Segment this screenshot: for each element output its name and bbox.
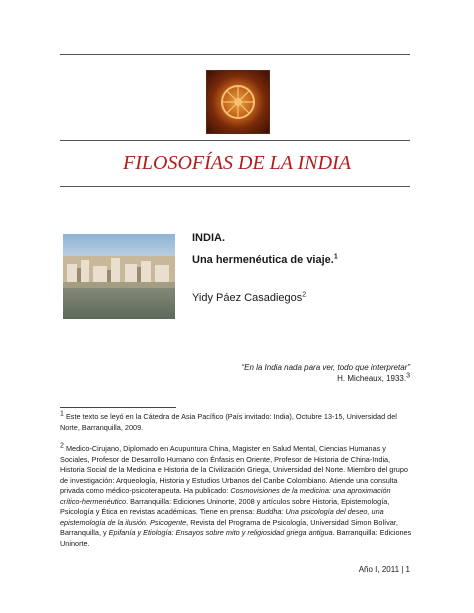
footnote-number-1: 1 [60, 410, 64, 418]
footnote-number-2: 2 [60, 442, 64, 450]
footnote-2-book-title: Cosmovisiones de la medicina: una aproximación crítico-hermenéutico [60, 486, 391, 506]
section-subtitle: Una hermenéutica de viaje.$^1$ [192, 253, 338, 266]
section-heading: INDIA. [192, 232, 225, 244]
footnote-ref-2[interactable]: 2 [302, 291, 307, 299]
footnote-2-text-c: . Barranquilla: Ediciones Uninorte, 2008 y artículos sobre Historia, Epistemología, Psicología y Ética en revistas académicas. Tiene en prensa: [60, 496, 390, 516]
quote-attribution: H. Micheaux, 1933.$^3$ [337, 372, 410, 383]
title-top-rule [60, 140, 410, 141]
author-name: Yidy Páez Casadiegos$^2$ [192, 291, 307, 304]
footnote-1-text: Este texto se leyó en la Cátedra de Asia Pacífico (País invitado: India), Octubre 13-15, Universidad del Norte, Barranquilla, 2009. [60, 412, 397, 432]
footnote-2-text-g: . Barranquilla: Ediciones Uninorte. [60, 528, 412, 548]
dharma-wheel-logo [206, 70, 270, 134]
footnote-2-text-e: , Revista del Programa de Psicología, Universidad Simon Bolívar, Barranquilla, y [60, 517, 398, 537]
footnote-separator [60, 407, 176, 408]
footnote-2-text-a: Medico-Cirujano, Diplomado en Acupuntura China, Magister en Salud Mental, Ciencias Humanas y Sociales, Profesor de Desarrollo Humano con Énfasis en Oriente, Profesor de Historia de China-India, Historia Social de la Medicina e Historia de la Civilización Griega, Universidad del Norte. Miembro del grupo de investigación: Arqueología, Historia y Estudios Urbanos del Caribe Colombiano. Atiende una consulta privada como médico-psicoterapeuta. Ha publicado: [60, 444, 408, 495]
quote-text: “En la India nada para ver, todo que interpretar” [241, 363, 410, 372]
footnote-2 [60, 444, 412, 549]
epigraph-quote [241, 362, 410, 384]
footnote-2-press-title: Buddha: Una psicología del deseo, una epistemología de la ilusión. Psicogente [60, 507, 384, 527]
footnote-ref-1[interactable]: 1 [333, 253, 338, 261]
footnote-2-essays-title: Epifanía y Etiología: Ensayos sobre mito y religiosidad griega antigua [108, 528, 333, 537]
city-photo [63, 234, 175, 319]
top-rule [60, 54, 410, 55]
footnote-1 [60, 412, 412, 433]
page-title: FILOSOFÍAS DE LA INDIA [123, 152, 351, 174]
page-footer: Año I, 2011 | 1 [358, 565, 410, 574]
title-bottom-rule [60, 186, 410, 187]
footnote-ref-3[interactable]: 3 [406, 372, 410, 380]
